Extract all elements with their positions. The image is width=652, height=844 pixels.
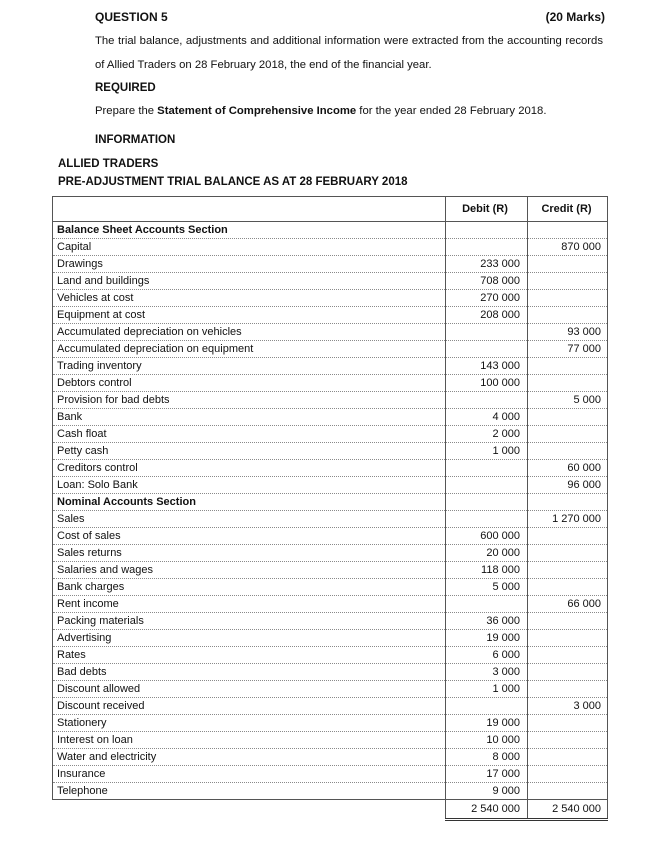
table-row [53, 511, 608, 528]
debit-amount [446, 324, 528, 341]
account-name: Vehicles at cost [53, 290, 446, 307]
totals-label-cell [53, 800, 446, 820]
instruction-prefix: Prepare the [95, 105, 158, 117]
account-name: Packing materials [53, 613, 446, 630]
debit-amount: 208 000 [446, 307, 528, 324]
required-heading: REQUIRED [95, 82, 156, 94]
intro-paragraph: The trial balance, adjustments and additional information were extracted from the accounting records of Allied Traders on 28 February 2018, the end of the financial year. [95, 35, 603, 71]
table-row [53, 392, 608, 409]
account-name: Nominal Accounts Section [53, 494, 446, 511]
table-row [53, 256, 608, 273]
totals-row [53, 800, 608, 820]
account-name: Stationery [53, 715, 446, 732]
instruction-text [95, 105, 546, 117]
table-row [53, 766, 608, 783]
account-name: Creditors control [53, 460, 446, 477]
section-heading-row [53, 222, 608, 239]
credit-amount [528, 426, 608, 443]
debit-amount: 5 000 [446, 579, 528, 596]
table-row [53, 749, 608, 766]
debit-amount [446, 477, 528, 494]
credit-amount: 1 270 000 [528, 511, 608, 528]
table-row [53, 341, 608, 358]
debit-amount [446, 460, 528, 477]
credit-amount: 3 000 [528, 698, 608, 715]
debit-amount: 1 000 [446, 443, 528, 460]
table-row [53, 477, 608, 494]
account-name: Accumulated depreciation on vehicles [53, 324, 446, 341]
credit-amount: 77 000 [528, 341, 608, 358]
table-row [53, 613, 608, 630]
account-name: Cost of sales [53, 528, 446, 545]
credit-amount [528, 443, 608, 460]
total-debit: 2 540 000 [446, 800, 528, 820]
account-name: Capital [53, 239, 446, 256]
account-name: Equipment at cost [53, 307, 446, 324]
debit-amount [446, 239, 528, 256]
credit-amount [528, 681, 608, 698]
debit-amount: 708 000 [446, 273, 528, 290]
debit-amount: 4 000 [446, 409, 528, 426]
account-name: Interest on loan [53, 732, 446, 749]
table-row [53, 579, 608, 596]
table-row [53, 528, 608, 545]
table-row [53, 664, 608, 681]
credit-amount [528, 375, 608, 392]
credit-amount [528, 528, 608, 545]
account-name: Sales [53, 511, 446, 528]
table-row [53, 630, 608, 647]
table-row [53, 358, 608, 375]
account-name: Rent income [53, 596, 446, 613]
debit-amount [446, 596, 528, 613]
section-heading-row [53, 494, 608, 511]
credit-amount [528, 307, 608, 324]
debit-amount [446, 392, 528, 409]
credit-amount [528, 783, 608, 800]
table-row [53, 596, 608, 613]
table-row [53, 715, 608, 732]
table-row [53, 324, 608, 341]
credit-amount: 66 000 [528, 596, 608, 613]
table-row [53, 783, 608, 800]
table-row [53, 732, 608, 749]
question-marks: (20 Marks) [545, 10, 605, 24]
table-header-row [53, 197, 608, 222]
table-row [53, 273, 608, 290]
account-name: Discount allowed [53, 681, 446, 698]
account-name: Debtors control [53, 375, 446, 392]
account-name: Land and buildings [53, 273, 446, 290]
account-name: Balance Sheet Accounts Section [53, 222, 446, 239]
debit-amount: 19 000 [446, 715, 528, 732]
account-name: Rates [53, 647, 446, 664]
credit-amount [528, 256, 608, 273]
account-name: Bank [53, 409, 446, 426]
account-name: Provision for bad debts [53, 392, 446, 409]
credit-amount [528, 664, 608, 681]
debit-amount: 3 000 [446, 664, 528, 681]
trial-balance-table [52, 196, 607, 821]
debit-amount: 36 000 [446, 613, 528, 630]
debit-amount: 8 000 [446, 749, 528, 766]
debit-amount: 100 000 [446, 375, 528, 392]
account-name: Sales returns [53, 545, 446, 562]
table-row [53, 443, 608, 460]
table-row [53, 460, 608, 477]
table-row [53, 681, 608, 698]
table-row [53, 409, 608, 426]
credit-amount: 60 000 [528, 460, 608, 477]
table-row [53, 239, 608, 256]
credit-amount [528, 766, 608, 783]
debit-amount [446, 341, 528, 358]
header-account [53, 197, 446, 222]
credit-amount [528, 545, 608, 562]
account-name: Salaries and wages [53, 562, 446, 579]
credit-amount [528, 579, 608, 596]
credit-amount: 93 000 [528, 324, 608, 341]
table-row [53, 375, 608, 392]
debit-amount: 2 000 [446, 426, 528, 443]
question-header [95, 10, 605, 24]
total-credit: 2 540 000 [528, 800, 608, 820]
debit-amount: 19 000 [446, 630, 528, 647]
business-name: ALLIED TRADERS [58, 158, 159, 170]
table-row [53, 426, 608, 443]
debit-amount: 6 000 [446, 647, 528, 664]
debit-amount: 20 000 [446, 545, 528, 562]
debit-amount: 1 000 [446, 681, 528, 698]
credit-amount [528, 647, 608, 664]
debit-amount [446, 494, 528, 511]
header-debit: Debit (R) [446, 197, 528, 222]
account-name: Bad debts [53, 664, 446, 681]
credit-amount [528, 358, 608, 375]
table-row [53, 545, 608, 562]
question-title: QUESTION 5 [95, 10, 168, 24]
credit-amount [528, 290, 608, 307]
account-name: Petty cash [53, 443, 446, 460]
debit-amount [446, 511, 528, 528]
account-name: Telephone [53, 783, 446, 800]
credit-amount [528, 630, 608, 647]
information-heading: INFORMATION [95, 134, 176, 146]
debit-amount: 270 000 [446, 290, 528, 307]
credit-amount [528, 273, 608, 290]
table-row [53, 698, 608, 715]
instruction-statement: Statement of Comprehensive Income [157, 105, 357, 117]
credit-amount [528, 494, 608, 511]
account-name: Accumulated depreciation on equipment [53, 341, 446, 358]
debit-amount: 9 000 [446, 783, 528, 800]
credit-amount: 96 000 [528, 477, 608, 494]
credit-amount: 870 000 [528, 239, 608, 256]
debit-amount: 600 000 [446, 528, 528, 545]
account-name: Insurance [53, 766, 446, 783]
table-row [53, 562, 608, 579]
account-name: Cash float [53, 426, 446, 443]
credit-amount [528, 222, 608, 239]
credit-amount [528, 715, 608, 732]
table-row [53, 307, 608, 324]
debit-amount: 17 000 [446, 766, 528, 783]
debit-amount: 143 000 [446, 358, 528, 375]
trial-balance-title: PRE-ADJUSTMENT TRIAL BALANCE AS AT 28 FEBRUARY 2018 [58, 176, 408, 188]
account-name: Loan: Solo Bank [53, 477, 446, 494]
account-name: Advertising [53, 630, 446, 647]
account-name: Discount received [53, 698, 446, 715]
debit-amount: 118 000 [446, 562, 528, 579]
credit-amount: 5 000 [528, 392, 608, 409]
account-name: Water and electricity [53, 749, 446, 766]
debit-amount: 233 000 [446, 256, 528, 273]
debit-amount [446, 698, 528, 715]
account-name: Bank charges [53, 579, 446, 596]
credit-amount [528, 749, 608, 766]
instruction-suffix: for the year ended 28 February 2018. [356, 105, 547, 117]
credit-amount [528, 562, 608, 579]
credit-amount [528, 613, 608, 630]
table-row [53, 290, 608, 307]
debit-amount [446, 222, 528, 239]
debit-amount: 10 000 [446, 732, 528, 749]
header-credit: Credit (R) [528, 197, 608, 222]
table-row [53, 647, 608, 664]
credit-amount [528, 409, 608, 426]
account-name: Drawings [53, 256, 446, 273]
account-name: Trading inventory [53, 358, 446, 375]
credit-amount [528, 732, 608, 749]
